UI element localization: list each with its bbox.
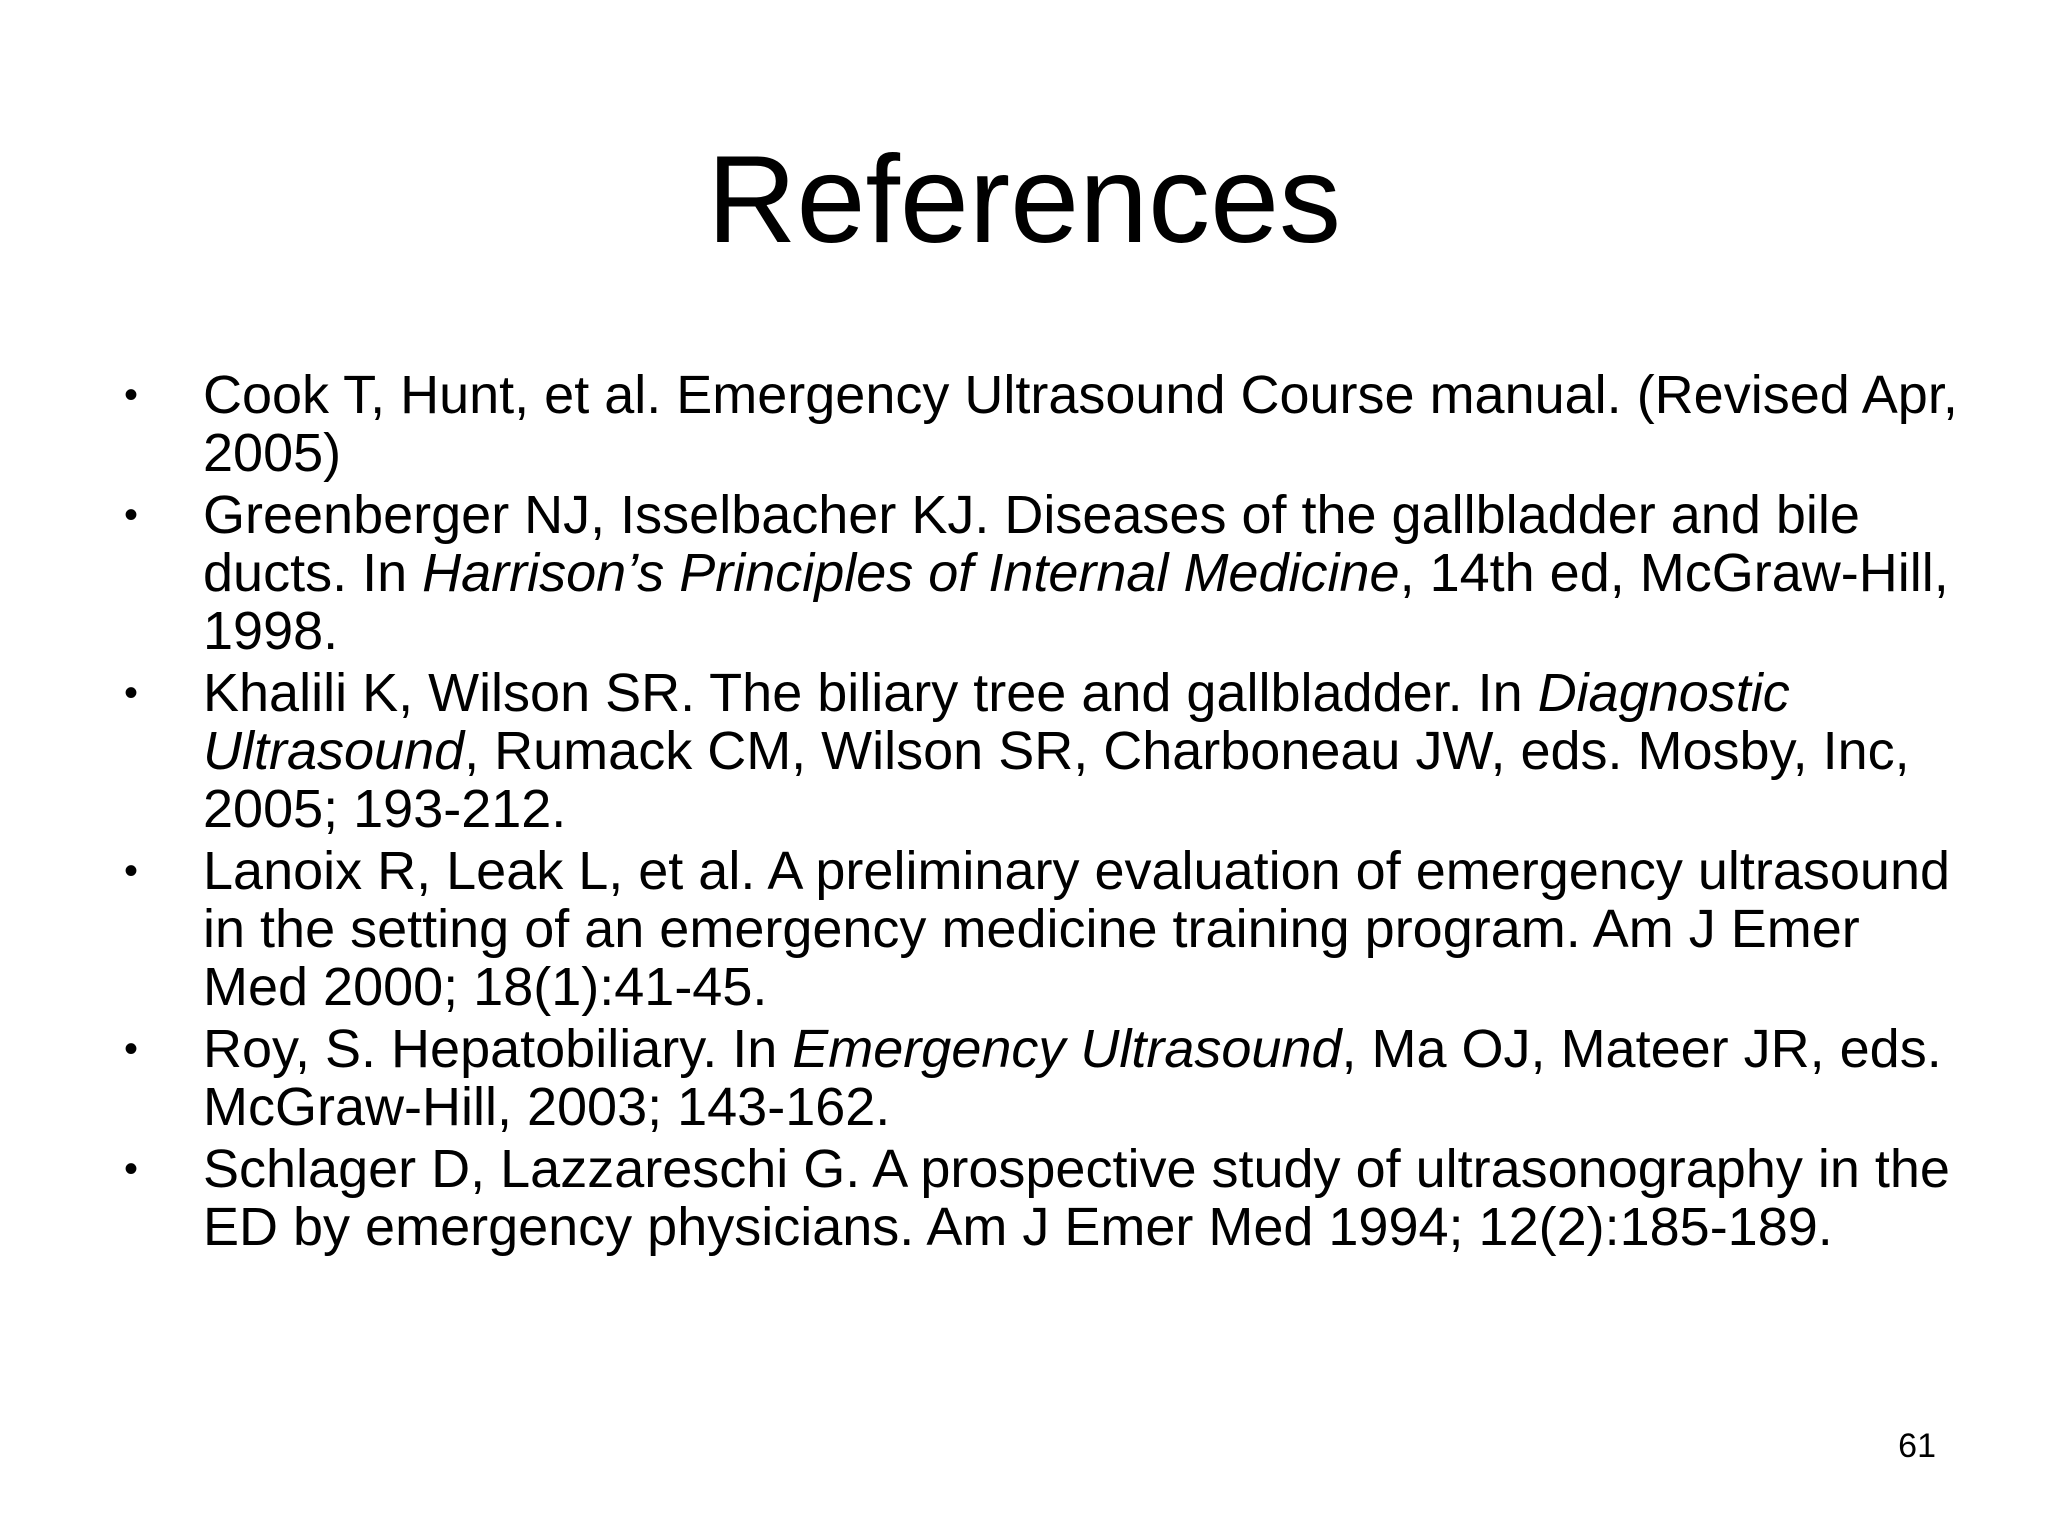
bullet-icon: • xyxy=(124,373,139,417)
bullet-icon: • xyxy=(124,849,139,893)
reference-item xyxy=(118,1020,1978,1136)
book-title: Emergency Ultrasound xyxy=(792,1019,1342,1079)
reference-text: Cook T, Hunt, et al. Emergency Ultrasound Course manual. (Revised Apr, 2005) xyxy=(203,365,1958,483)
bullet-icon: • xyxy=(124,1027,139,1071)
reference-text: Schlager D, Lazzareschi G. A prospective study of ultrasonography in the ED by emergency physicians. Am J Emer Med 1994; 12(2):185-189. xyxy=(203,1139,1950,1257)
reference-item xyxy=(118,486,1978,660)
reference-item xyxy=(118,664,1978,838)
page-number: 61 xyxy=(1898,1427,1936,1465)
reference-text: Roy, S. Hepatobiliary. In Emergency Ultrasound, Ma OJ, Mateer JR, eds. McGraw-Hill, 2003; 143-162. xyxy=(203,1019,1942,1137)
book-title: Diagnostic Ultrasound xyxy=(203,663,1790,781)
bullet-icon: • xyxy=(124,1147,139,1191)
reference-item xyxy=(118,842,1978,1016)
reference-text: Khalili K, Wilson SR. The biliary tree and gallbladder. In Diagnostic Ultrasound, Rumack CM, Wilson SR, Charboneau JW, eds. Mosby, Inc, 2005; 193-212. xyxy=(203,663,1910,839)
reference-text: Greenberger NJ, Isselbacher KJ. Diseases of the gallbladder and bile ducts. In Harrison’s Principles of Internal Medicine, 14th ed, McGraw-Hill, 1998. xyxy=(203,485,1949,661)
reference-item xyxy=(118,366,1978,482)
bullet-icon: • xyxy=(124,671,139,715)
reference-text: Lanoix R, Leak L, et al. A preliminary evaluation of emergency ultrasound in the setting of an emergency medicine training program. Am J Emer Med 2000; 18(1):41-45. xyxy=(203,841,1951,1017)
reference-item xyxy=(118,1140,1978,1256)
slide-title: References xyxy=(706,131,1342,269)
book-title: Harrison’s Principles of Internal Medicine xyxy=(422,543,1400,603)
reference-list xyxy=(118,366,1978,1260)
bullet-icon: • xyxy=(124,493,139,537)
